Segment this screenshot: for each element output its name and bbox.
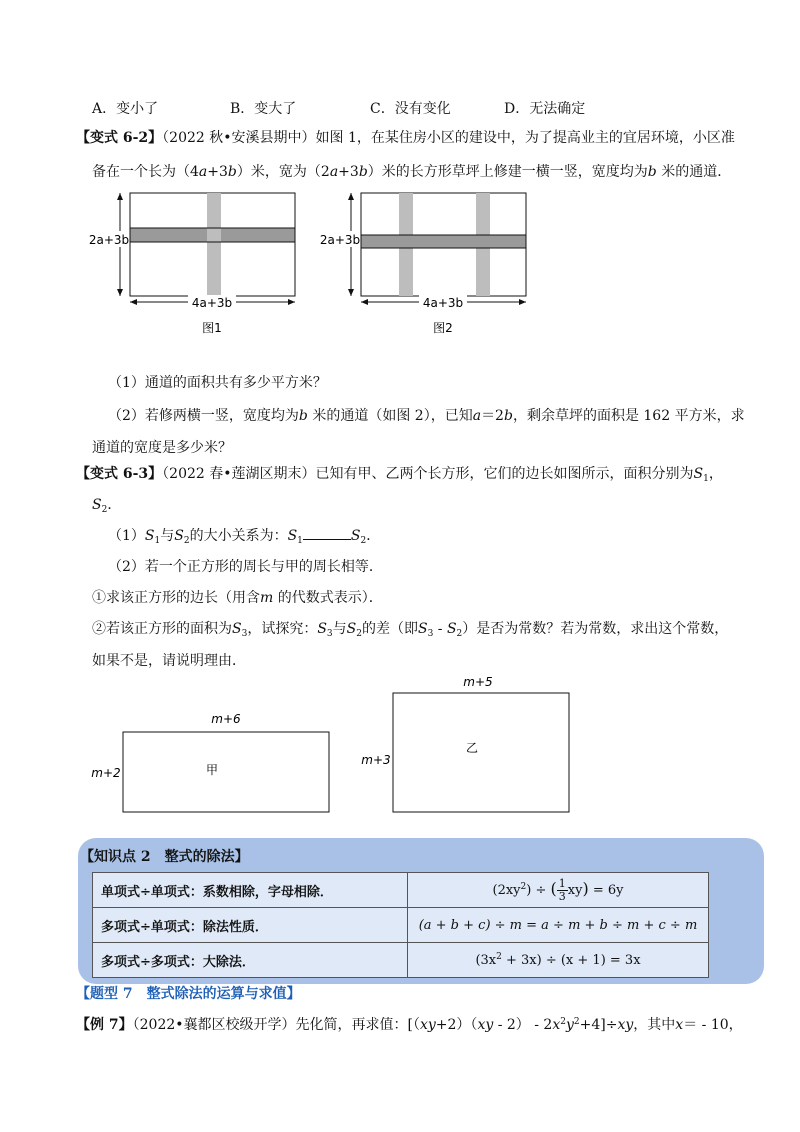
rule-label: 多项式÷多项式：大除法．	[93, 943, 408, 978]
variant-6-3-question-1: $(1)S_1$与$S_2$的大小关系为：$S_1$ $S_2$．	[108, 528, 381, 546]
variant-6-3-line1: 【变式 6-3】（2022 春•莲湖区期末）已知有甲、乙两个长方形，它们的边长如图所示，面积分别为$S_1$，	[76, 466, 723, 484]
knowledge-point-title: 【知识点 2 整式的除法】	[80, 849, 249, 865]
option-a: A．变小了	[92, 101, 159, 117]
figure-1-diagram	[84, 186, 314, 346]
figure-2-width-label: 4a+3b	[422, 296, 464, 310]
rectangle-jia	[123, 732, 329, 812]
variant-6-3-line2: $S_2$．	[92, 497, 122, 515]
variant-6-3-question-2b: ②若该正方形的面积为$S_3$，试探究：$S_3$与$S_2$的差（即$S_3 - S_2$）是否为常数？若为常数，求出这个常数，	[92, 621, 729, 639]
variant-6-2-question-2: （2）若修两横一竖，宽度均为b 米的通道（如图 2），已知a＝2b，剩余草坪的面积是 162 平方米，求	[108, 408, 745, 424]
yi-label: 乙	[465, 741, 479, 755]
table-row	[93, 873, 709, 908]
topic-heading: 【题型 7 整式除法的运算与求值】	[76, 986, 301, 1002]
jia-width-label: m+6	[211, 712, 241, 726]
knowledge-table	[92, 872, 709, 978]
variant-6-2-question-1: （1）通道的面积共有多少平方米？	[108, 375, 327, 391]
yi-width-label: m+5	[463, 675, 493, 689]
variant-6-3-tag: 【变式 6-3】	[76, 466, 163, 482]
variant-6-2-tag: 【变式 6-2】	[76, 130, 163, 146]
variant-6-2-line2: 备在一个长为（4a+3b）米，宽为（2a+3b）米的长方形草坪上修建一横一竖，宽度均为b 米的通道．	[92, 164, 732, 180]
variant-6-3-question-2b-cont: 如果不是，请说明理由．	[92, 653, 246, 669]
figure-1-height-label: 2a+3b	[88, 233, 130, 247]
example-7-tag: 【例 7】	[76, 1017, 133, 1033]
variant-6-2-question-2-cont: 通道的宽度是多少米？	[92, 440, 232, 456]
figure-2-caption: 图2	[433, 321, 453, 335]
table-row	[93, 908, 709, 943]
option-d: D．无法确定	[504, 101, 586, 117]
variant-6-3-question-2: （2）若一个正方形的周长与甲的周长相等．	[108, 559, 383, 575]
variant-6-2-line1: 【变式 6-2】（2022 秋•安溪县期中）如图 1，在某住房小区的建设中，为了提高业主的宜居环境，小区准	[76, 130, 735, 146]
rectangles-diagram	[86, 674, 606, 822]
option-c: C．没有变化	[370, 101, 451, 117]
rule-formula: $(3x^2 + 3x) \div (x + 1) = 3x$	[408, 943, 709, 978]
yi-height-label: m+3	[361, 753, 391, 767]
jia-height-label: m+2	[91, 766, 121, 780]
jia-label: 甲	[205, 763, 219, 777]
figure-2-height-label: 2a+3b	[319, 233, 361, 247]
rule-formula: $(2xy^2)$ ÷ ( $\frac{1}{3}$ xy) = 6y	[408, 873, 709, 908]
figure-2-diagram	[316, 186, 546, 346]
example-7-line: 【例 7】（2022•襄都区校级开学）先化简，再求值：$[(xy+2)(xy - 2) - 2x^2y^2+4]\div xy$，其中x＝ - 10，	[76, 1017, 743, 1033]
figure-1-caption: 图1	[202, 321, 222, 335]
table-row	[93, 943, 709, 978]
figure-1-width-label: 4a+3b	[191, 296, 233, 310]
answer-blank[interactable]	[303, 527, 351, 540]
rule-formula: (a + b + c) ÷ m = a ÷ m + b ÷ m + c ÷ m	[408, 908, 709, 943]
variant-6-3-question-2a: ①求该正方形的边长（用含m 的代数式表示）．	[92, 590, 383, 606]
rule-label: 单项式÷单项式：系数相除，字母相除．	[93, 873, 408, 908]
rectangle-yi	[393, 693, 569, 812]
answer-options	[92, 98, 712, 118]
rule-label: 多项式÷单项式：除法性质．	[93, 908, 408, 943]
option-b: B．变大了	[230, 101, 297, 117]
